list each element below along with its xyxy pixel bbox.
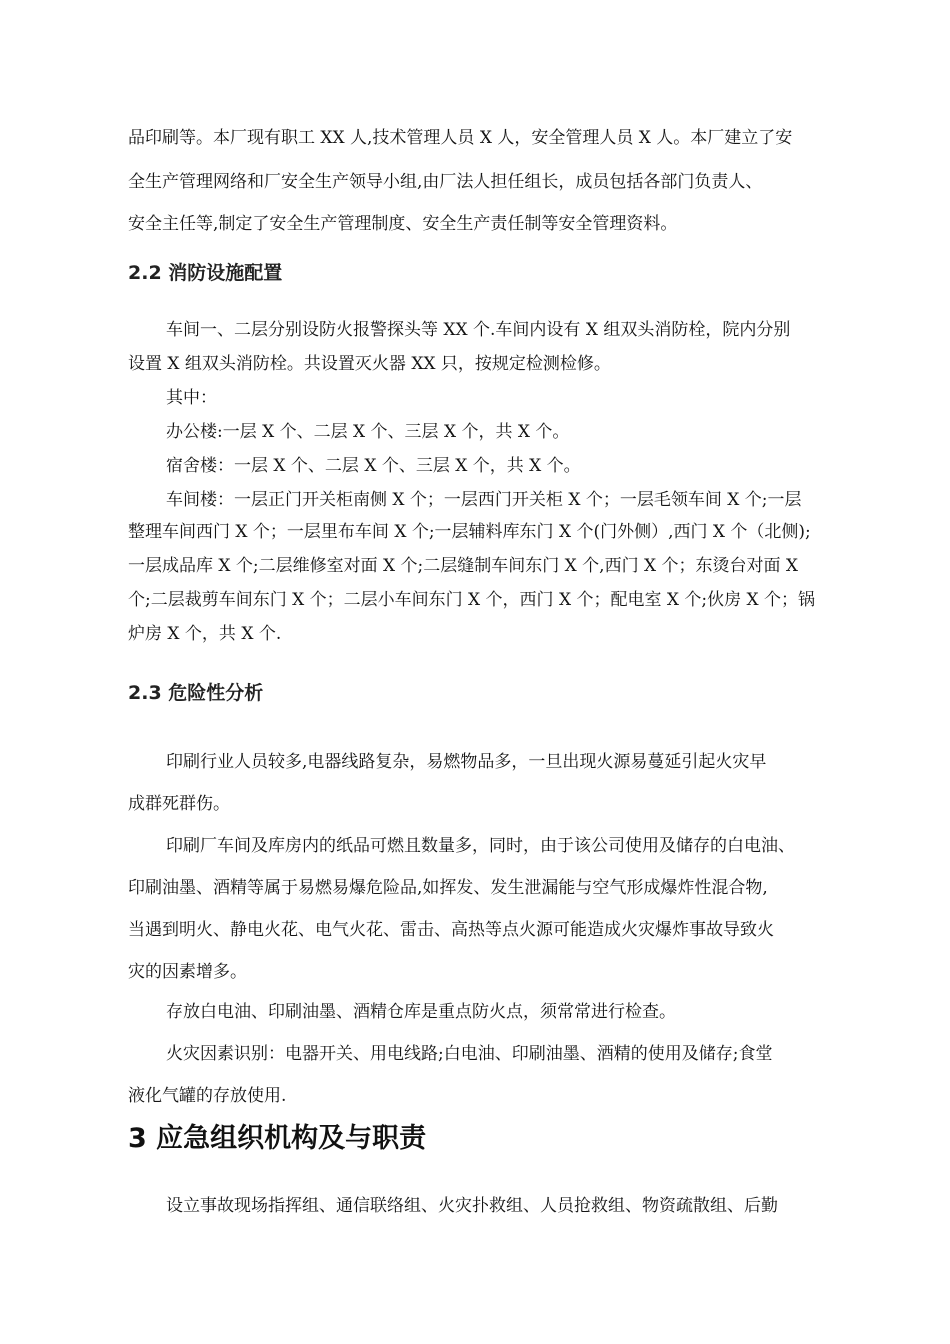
section-2-3-line-5: 当遇到明火、静电火花、电气火花、雷击、高热等点火源可能造成火灾爆炸事故导致火 [128, 920, 774, 940]
section-2-2-heading: 2.2 消防设施配置 [128, 262, 283, 284]
section-2-2-line-7: 整理车间西门 X 个；一层里布车间 X 个;一层辅料库东门 X 个(门外侧）,西门 X 个（北侧); [128, 522, 811, 542]
section-2-3-line-7: 存放白电油、印刷油墨、酒精仓库是重点防火点，须常常进行检查。 [166, 1002, 676, 1022]
section-2-2-line-4: 办公楼:一层 X 个、二层 X 个、三层 X 个，共 X 个。 [166, 422, 570, 442]
section-2-2-line-10: 炉房 X 个，共 X 个. [128, 624, 282, 644]
section-2-3-heading: 2.3 危险性分析 [128, 682, 264, 704]
section-2-3-line-3: 印刷厂车间及库房内的纸品可燃且数量多，同时，由于该公司使用及储存的白电油、 [166, 836, 795, 856]
section-2-2-line-2: 设置 X 组双头消防栓。共设置灭火器 XX 只，按规定检测检修。 [128, 354, 611, 374]
section-2-3-line-4: 印刷油墨、酒精等属于易燃易爆危险品,如挥发、发生泄漏能与空气形成爆炸性混合物, [128, 878, 768, 898]
section-2-2-line-6: 车间楼：一层正门开关柜南侧 X 个；一层西门开关柜 X 个；一层毛领车间 X 个;一层 [166, 490, 802, 510]
intro-line-1: 品印刷等。本厂现有职工 XX 人,技术管理人员 X 人，安全管理人员 X 人。本厂建立了安 [128, 128, 793, 148]
section-2-2-line-8: 一层成品库 X 个;二层维修室对面 X 个;二层缝制车间东门 X 个,西门 X 个；东烫台对面 X [128, 556, 799, 576]
section-2-3-line-8: 火灾因素识别：电器开关、用电线路;白电油、印刷油墨、酒精的使用及储存;食堂 [166, 1044, 773, 1064]
section-2-3-line-1: 印刷行业人员较多,电器线路复杂，易燃物品多，一旦出现火源易蔓延引起火灾早 [166, 752, 767, 772]
section-2-2-line-3: 其中： [166, 388, 217, 408]
intro-line-3: 安全主任等,制定了安全生产管理制度、安全生产责任制等安全管理资料。 [128, 214, 678, 234]
section-2-3-line-9: 液化气罐的存放使用. [128, 1086, 287, 1106]
section-2-2-line-1: 车间一、二层分别设防火报警探头等 XX 个.车间内设有 X 组双头消防栓，院内分别 [166, 320, 791, 340]
section-2-2-line-5: 宿舍楼：一层 X 个、二层 X 个、三层 X 个，共 X 个。 [166, 456, 581, 476]
intro-line-2: 全生产管理网络和厂安全生产领导小组,由厂法人担任组长，成员包括各部门负责人、 [128, 172, 763, 192]
section-2-2-line-9: 个;二层裁剪车间东门 X 个；二层小车间东门 X 个，西门 X 个；配电室 X 个;伙房 X 个；锅 [128, 590, 816, 610]
section-3-line-1: 设立事故现场指挥组、通信联络组、火灾扑救组、人员抢救组、物资疏散组、后勤 [166, 1196, 778, 1216]
section-2-3-line-2: 成群死群伤。 [128, 794, 230, 814]
section-3-heading: 3 应急组织机构及与职责 [128, 1123, 427, 1154]
section-2-3-line-6: 灾的因素增多。 [128, 962, 247, 982]
